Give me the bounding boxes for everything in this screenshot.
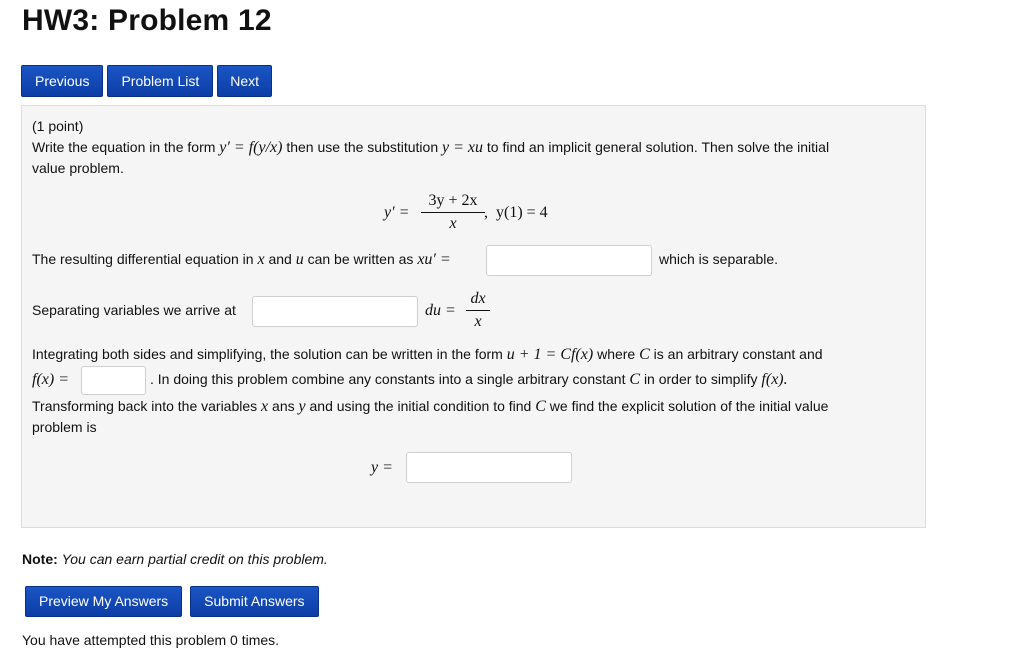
problem-list-button[interactable]: Problem List	[107, 65, 213, 97]
equation-lhs: y′ =	[384, 204, 410, 221]
step3-C2-math: C	[629, 371, 641, 388]
equation-numerator: 3y + 2x	[428, 192, 478, 209]
equation-denominator: x	[449, 215, 457, 232]
final-y-math: y =	[371, 459, 393, 476]
step2-text: Separating variables we arrive at	[32, 302, 236, 318]
next-button[interactable]: Next	[217, 65, 272, 97]
step3-line1-a: Integrating both sides and simplifying, the solution can be written in the form	[32, 346, 503, 362]
problem-intro	[32, 137, 829, 158]
f-of-x-input[interactable]	[81, 366, 146, 395]
note-text: You can earn partial credit on this problem.	[61, 551, 328, 567]
note-label: Note:	[22, 551, 58, 567]
intro-text: Write the equation in the form	[32, 139, 216, 155]
step3-line2-a: . In doing this problem combine any constants into a single arbitrary constant	[150, 371, 626, 387]
step1-text: The resulting differential equation in	[32, 251, 254, 267]
step4-line1	[32, 396, 828, 417]
preview-answers-button[interactable]: Preview My Answers	[25, 586, 182, 617]
equation-fraction	[421, 190, 485, 234]
step4-line2: problem is	[32, 419, 97, 435]
step3-fx2-math: f(x).	[761, 371, 788, 388]
problem-body	[21, 105, 926, 528]
step1-and-text: and	[268, 251, 292, 267]
intro-substitution-math: y = xu	[442, 139, 484, 156]
problem-navigation	[21, 65, 272, 97]
step3-line1-c: is an arbitrary constant and	[653, 346, 823, 362]
intro-end-text: to find an implicit general solution. Then solve the initial	[486, 139, 830, 155]
step3-fx-math: f(x) =	[32, 371, 69, 388]
dx-denominator: x	[474, 313, 482, 330]
step1-x-math: x	[257, 251, 265, 268]
step3-line2	[150, 369, 788, 390]
step2-du-math: du =	[425, 302, 456, 319]
page-title: HW3: Problem 12	[22, 4, 272, 37]
answer-actions	[25, 586, 319, 617]
step3-form-math: u + 1 = Cf(x)	[506, 346, 594, 363]
xu-prime-input[interactable]	[486, 245, 652, 276]
step4-ans-text: ans	[272, 398, 295, 414]
step4-line1-c: we find the explicit solution of the initial value	[549, 398, 829, 414]
step3-line1-b: where	[597, 346, 636, 362]
problem-points: (1 point)	[32, 118, 84, 134]
step1-u-math: u	[295, 251, 304, 268]
step1-sentence	[32, 249, 451, 270]
step1-lhs-math: xu′ =	[417, 251, 451, 268]
final-solution-input[interactable]	[406, 452, 572, 483]
dx-over-x-fraction	[466, 288, 490, 332]
step4-y-math: y	[298, 398, 306, 415]
partial-credit-note	[22, 551, 328, 567]
dx-numerator: dx	[470, 290, 486, 307]
step1-mid-text: can be written as	[307, 251, 414, 267]
step1-after-text: which is separable.	[659, 251, 779, 267]
previous-button[interactable]: Previous	[21, 65, 103, 97]
intro-form-math: y′ = f(y/x)	[219, 139, 283, 156]
attempts-count: You have attempted this problem 0 times.	[22, 632, 280, 648]
step4-x-math: x	[261, 398, 269, 415]
step4-C-math: C	[535, 398, 546, 415]
separated-variables-input[interactable]	[252, 296, 418, 327]
submit-answers-button[interactable]: Submit Answers	[190, 586, 318, 617]
step3-C-math: C	[639, 346, 650, 363]
step3-line2-b: in order to simplify	[643, 371, 758, 387]
intro-line-2: value problem.	[32, 160, 124, 176]
step3-line1	[32, 344, 823, 365]
initial-condition: , y(1) = 4	[484, 204, 548, 221]
step4-line1-a: Transforming back into the variables	[32, 398, 258, 414]
step4-line1-b: and using the initial condition to find	[309, 398, 532, 414]
intro-mid-text: then use the substitution	[286, 139, 439, 155]
